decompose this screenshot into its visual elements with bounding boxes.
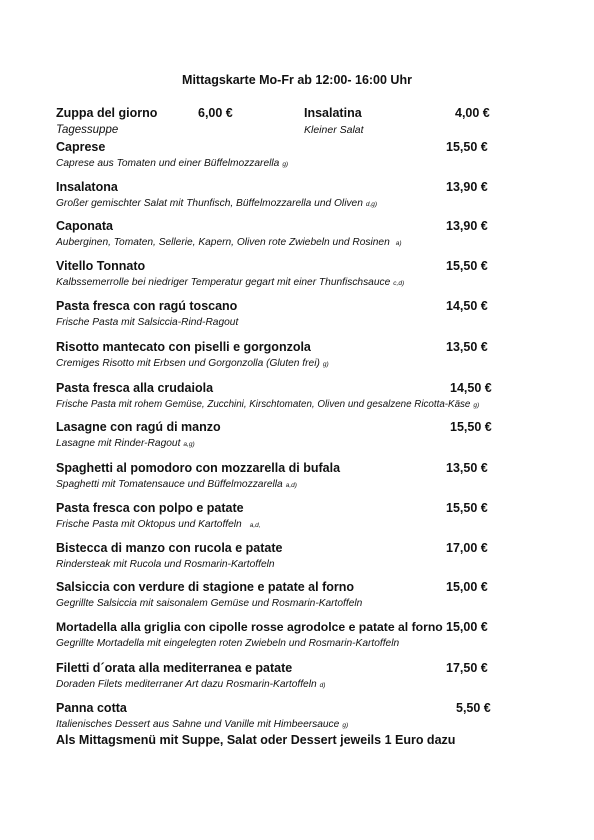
item-description — [56, 158, 288, 169]
item-description — [56, 317, 238, 328]
item-description-text: Frische Pasta mit Oktopus und Kartoffeln — [56, 519, 242, 530]
zuppa-price: 6,00 € — [198, 106, 233, 120]
allergen-code: g) — [473, 402, 480, 409]
item-description — [56, 719, 348, 730]
menu-item — [56, 501, 496, 541]
menu-item — [56, 620, 496, 660]
item-description-text: Cremiges Risotto mit Erbsen und Gorgonzolla (Gluten frei) — [56, 358, 320, 369]
item-description — [56, 399, 479, 410]
item-description-text: Lasagne mit Rinder-Ragout — [56, 438, 181, 449]
item-name: Pasta fresca alla crudaiola — [56, 381, 214, 395]
menu-item — [56, 259, 496, 299]
item-description-text: Caprese aus Tomaten und einer Büffelmozzarella — [56, 158, 280, 169]
item-price: 13,50 € — [446, 340, 488, 354]
menu-item — [56, 381, 526, 421]
item-description-text: Doraden Filets mediterraner Art dazu Rosmarin-Kartoffeln — [56, 679, 317, 690]
zuppa-name: Zuppa del giorno — [56, 106, 158, 120]
item-price: 13,90 € — [446, 219, 488, 233]
item-name: Spaghetti al pomodoro con mozzarella di bufala — [56, 461, 341, 475]
item-description-text: Frische Pasta mit rohem Gemüse, Zucchini, Kirschtomaten, Oliven und gesalzene Ricotta-Käse — [56, 399, 471, 410]
menu-item — [56, 340, 496, 380]
item-description-text: Gegrillte Mortadella mit eingelegten roten Zwiebeln und Rosmarin-Kartoffeln — [56, 638, 400, 649]
item-name: Pasta fresca con ragú toscano — [56, 299, 238, 313]
menu-item — [56, 661, 496, 701]
item-description — [56, 559, 275, 570]
item-name: Panna cotta — [56, 701, 127, 715]
item-description-text: Rindersteak mit Rucola und Rosmarin-Kartoffeln — [56, 559, 275, 570]
item-description-text: Auberginen, Tomaten, Sellerie, Kapern, Oliven rote Zwiebeln und Rosinen — [56, 237, 390, 248]
item-description-text: Kalbssemerrolle bei niedriger Temperatur gegart mit einer Thunfischsauce — [56, 277, 391, 288]
item-price: 15,50 € — [446, 259, 488, 273]
item-name: Caprese — [56, 140, 106, 154]
menu-item — [56, 420, 496, 460]
allergen-code: a,d) — [285, 482, 297, 489]
menu-item — [56, 180, 496, 220]
item-name: Lasagne con ragú di manzo — [56, 420, 221, 434]
item-price: 15,50 € — [450, 420, 492, 434]
allergen-code: g) — [342, 722, 349, 729]
allergen-code: g) — [322, 361, 329, 368]
item-description-text: Frische Pasta mit Salsiccia-Rind-Ragout — [56, 317, 239, 328]
item-description — [56, 237, 402, 248]
menu-title: Mittagskarte Mo-Fr ab 12:00- 16:00 Uhr — [182, 73, 412, 87]
allergen-code: a) — [395, 240, 402, 247]
item-description-text: Spaghetti mit Tomatensauce und Büffelmozzarella — [56, 479, 283, 490]
item-name: Vitello Tonnato — [56, 259, 146, 273]
item-price: 15,00 € — [446, 620, 488, 634]
item-description — [56, 638, 399, 649]
item-description — [56, 479, 297, 490]
menu-item — [56, 580, 496, 620]
menu-item — [56, 541, 496, 581]
allergen-code: g) — [282, 161, 289, 168]
item-price: 17,00 € — [446, 541, 488, 555]
item-description-text: Großer gemischter Salat mit Thunfisch, Büffelmozzarella und Oliven — [56, 198, 363, 209]
allergen-code: d,g) — [365, 201, 378, 208]
menu-item — [56, 140, 496, 180]
insalatina-name: Insalatina — [304, 106, 362, 120]
item-name: Pasta fresca con polpo e patate — [56, 501, 244, 515]
item-name: Risotto mantecato con piselli e gorgonzola — [56, 340, 311, 354]
menu-item — [56, 461, 496, 501]
item-description — [56, 438, 195, 449]
item-description-text: Gegrillte Salsiccia mit saisonalem Gemüse und Rosmarin-Kartoffeln — [56, 598, 363, 609]
item-name: Salsiccia con verdure di stagione e patate al forno — [56, 580, 355, 594]
item-price: 17,50 € — [446, 661, 488, 675]
item-name: Insalatona — [56, 180, 118, 194]
item-price: 5,50 € — [456, 701, 491, 715]
item-price: 14,50 € — [450, 381, 492, 395]
item-description — [56, 679, 325, 690]
item-description — [56, 519, 261, 530]
allergen-code: d) — [319, 682, 326, 689]
item-name: Mortadella alla griglia con cipolle rosse agrodolce e patate al forno — [56, 620, 443, 634]
item-price: 15,00 € — [446, 580, 488, 594]
item-description — [56, 358, 329, 369]
item-description — [56, 277, 404, 288]
item-description — [56, 198, 377, 209]
allergen-code: a,g) — [183, 441, 195, 448]
item-name: Bistecca di manzo con rucola e patate — [56, 541, 283, 555]
item-price: 15,50 € — [446, 501, 488, 515]
menu-item — [56, 299, 496, 339]
item-name: Filetti d´orata alla mediterranea e patate — [56, 661, 293, 675]
insalatina-description: Kleiner Salat — [304, 124, 364, 136]
allergen-code: a,d, — [249, 522, 261, 529]
zuppa-description: Tagessuppe — [56, 124, 119, 136]
item-price: 14,50 € — [446, 299, 488, 313]
item-price: 15,50 € — [446, 140, 488, 154]
item-price: 13,50 € — [446, 461, 488, 475]
item-description-text: Italienisches Dessert aus Sahne und Vanille mit Himbeersauce — [56, 719, 340, 730]
insalatina-price: 4,00 € — [455, 106, 490, 120]
menu-item — [56, 219, 496, 259]
allergen-code: c,d) — [393, 280, 405, 287]
item-price: 13,90 € — [446, 180, 488, 194]
item-description — [56, 598, 362, 609]
item-name: Caponata — [56, 219, 113, 233]
menu-footer-note: Als Mittagsmenü mit Suppe, Salat oder Dessert jeweils 1 Euro dazu — [56, 733, 456, 747]
